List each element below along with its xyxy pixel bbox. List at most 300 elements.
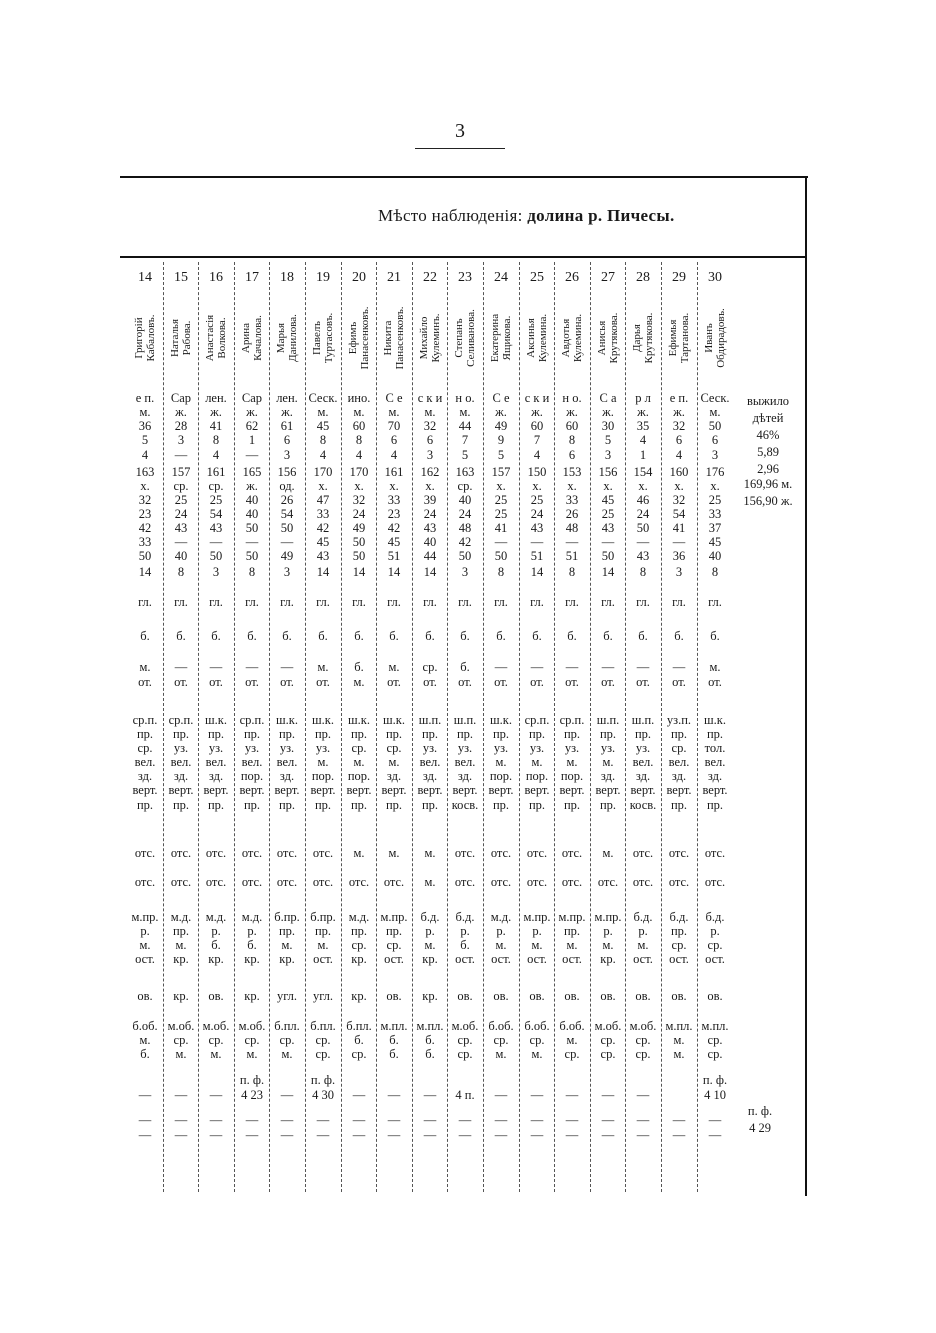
table-cell: 25 [209, 493, 223, 507]
column-person-name [270, 290, 304, 386]
table-cell: м. [673, 1033, 685, 1047]
table-cell: кр. [173, 952, 189, 966]
table-cell: 4 10 [704, 1088, 726, 1102]
table-cell: 4 [355, 448, 363, 462]
table-cell: отс. [134, 846, 156, 860]
table-cell: уз. [600, 741, 616, 755]
table-cell: б. [425, 1047, 435, 1061]
table-cell: вел. [134, 755, 156, 769]
table-cell: п. ф. [310, 1073, 336, 1087]
column-person-name [448, 290, 482, 386]
table-cell: Сеск. [308, 391, 338, 405]
table-cell: 43 [601, 521, 615, 535]
table-cell: — [494, 1088, 508, 1102]
table-cell: отс. [241, 875, 263, 889]
table-cell: верт. [381, 783, 407, 797]
table-cell: м.об. [594, 1019, 622, 1033]
table-cell: — [174, 448, 188, 462]
table-cell: пр. [421, 727, 439, 741]
table-cell: угл. [312, 989, 334, 1003]
table-cell: — [672, 1113, 686, 1127]
table-cell: отс. [490, 846, 512, 860]
table-cell: уз. [564, 741, 580, 755]
table-cell: кр. [351, 952, 367, 966]
table-cell: б.д. [705, 910, 725, 924]
table-cell: 33 [565, 493, 579, 507]
table-cell: от. [138, 675, 152, 689]
table-cell: б.об. [132, 1019, 158, 1033]
person-name-line: Михайло [418, 316, 430, 360]
table-cell: уз. [244, 741, 260, 755]
table-cell: уз. [422, 741, 438, 755]
table-cell: 32 [138, 493, 152, 507]
table-cell: ш.п. [596, 713, 620, 727]
table-cell: б. [496, 629, 506, 643]
table-cell: 4 п. [455, 1088, 475, 1102]
person-name-line: Крутякова. [643, 312, 655, 364]
table-cell: 51 [387, 549, 401, 563]
table-cell: м. [459, 405, 471, 419]
table-cell: м.об. [451, 1019, 479, 1033]
table-cell: пр. [243, 798, 261, 812]
table-cell: 42 [138, 521, 152, 535]
table-cell: ср. [279, 1033, 295, 1047]
table-cell: ж. [531, 405, 543, 419]
table-cell: 4 [533, 448, 541, 462]
table-cell: пр. [136, 798, 154, 812]
table-cell: — [672, 535, 686, 549]
table-cell: м. [566, 1033, 578, 1047]
table-cell: ост. [527, 952, 547, 966]
table-cell: от. [494, 675, 508, 689]
person-name-text [169, 290, 193, 386]
table-cell: 24 [530, 507, 544, 521]
table-cell: 32 [352, 493, 366, 507]
table-cell: 50 [138, 549, 152, 563]
table-cell: 6 [675, 433, 683, 447]
table-cell: отс. [170, 846, 192, 860]
table-cell: х. [140, 479, 150, 493]
table-cell: — [494, 1113, 508, 1127]
table-cell: пор. [240, 769, 264, 783]
table-cell: 28 [174, 419, 188, 433]
column-number: 19 [316, 270, 330, 285]
table-cell: отс. [597, 875, 619, 889]
table-cell: х. [567, 479, 577, 493]
table-cell: б. [282, 629, 292, 643]
table-cell: м. [388, 660, 400, 674]
table-cell: б. [318, 629, 328, 643]
table-cell: пр. [136, 727, 154, 741]
table-cell: б.пл. [310, 1019, 336, 1033]
table-cell: н о. [455, 391, 475, 405]
table-cell: 43 [530, 521, 544, 535]
table-cell: ш.к. [348, 713, 370, 727]
table-cell: м. [531, 755, 543, 769]
table-cell: — [280, 535, 294, 549]
person-name-line: Панасенковъ. [359, 306, 371, 370]
person-name-line: Туртасовъ. [323, 312, 335, 364]
table-cell: 14 [423, 565, 437, 579]
column-person-name [626, 290, 660, 386]
column-number: 20 [352, 270, 366, 285]
table-cell: 14 [138, 565, 152, 579]
table-cell: — [280, 1128, 294, 1142]
table-cell: 41 [209, 419, 223, 433]
table-cell: р. [710, 924, 720, 938]
table-cell: отс. [561, 846, 583, 860]
table-cell: ср. [351, 938, 367, 952]
table-cell: уз. [208, 741, 224, 755]
table-cell: верт. [203, 783, 229, 797]
table-cell: верт. [417, 783, 443, 797]
table-cell: 5 [141, 433, 149, 447]
column-person-name [484, 290, 518, 386]
table-cell: вел. [276, 755, 298, 769]
table-cell: р. [532, 924, 542, 938]
table-cell: отс. [276, 875, 298, 889]
table-cell: 6 [568, 448, 576, 462]
table-cell: 14 [530, 565, 544, 579]
table-cell: м. [139, 1033, 151, 1047]
table-cell: ов. [457, 989, 473, 1003]
table-cell: ср. [422, 660, 438, 674]
table-cell: отс. [526, 846, 548, 860]
person-name-text [240, 290, 264, 386]
table-cell: пр. [492, 727, 510, 741]
table-cell: м. [175, 1047, 187, 1061]
table-cell: ср.п. [168, 713, 194, 727]
person-name-text [204, 290, 228, 386]
table-cell: пр. [528, 727, 546, 741]
table-cell: м.пл. [416, 1019, 444, 1033]
table-cell: — [636, 1113, 650, 1127]
table-cell: м. [353, 405, 365, 419]
table-cell: гл. [280, 595, 294, 609]
table-cell: пр. [599, 798, 617, 812]
table-cell: — [316, 1113, 330, 1127]
table-cell: вел. [205, 755, 227, 769]
table-cell: ср. [564, 1047, 580, 1061]
table-cell: м. [566, 755, 578, 769]
table-cell: м.пл. [701, 1019, 729, 1033]
table-cell: 3 [283, 565, 291, 579]
table-cell: 4 [212, 448, 220, 462]
table-cell: м. [709, 660, 721, 674]
table-cell: ср. [457, 479, 473, 493]
table-cell: ср. [351, 1047, 367, 1061]
table-cell: 54 [672, 507, 686, 521]
person-name-line: Анастасія [204, 314, 216, 362]
table-cell: 50 [494, 549, 508, 563]
table-cell: кр. [422, 952, 438, 966]
table-cell: х. [318, 479, 328, 493]
column-number: 26 [565, 270, 579, 285]
person-name-line: Кулемина. [572, 313, 584, 363]
table-cell: пр. [207, 727, 225, 741]
table-cell: 1 [639, 448, 647, 462]
table-cell: б.об. [559, 1019, 585, 1033]
table-cell: гл. [316, 595, 330, 609]
table-cell: пр. [350, 798, 368, 812]
table-cell: — [636, 660, 650, 674]
table-cell: 60 [530, 419, 544, 433]
table-cell: 9 [497, 433, 505, 447]
table-cell: отс. [704, 875, 726, 889]
table-cell: кр. [173, 989, 189, 1003]
table-cell: б.пр. [310, 910, 336, 924]
table-cell: — [494, 660, 508, 674]
table-cell: верт. [310, 783, 336, 797]
table-cell: пр. [634, 727, 652, 741]
person-name-line: Иванъ [703, 323, 715, 353]
table-cell: ср.п. [524, 713, 550, 727]
table-cell: отс. [276, 846, 298, 860]
table-cell: пр. [314, 924, 332, 938]
table-cell: 6 [390, 433, 398, 447]
table-cell: пр. [243, 727, 261, 741]
table-cell: кр. [244, 952, 260, 966]
table-cell: м. [317, 938, 329, 952]
table-cell: б. [247, 629, 257, 643]
table-cell: 35 [636, 419, 650, 433]
table-cell: х. [496, 479, 506, 493]
column-person-name [555, 290, 589, 386]
table-cell: м. [210, 1047, 222, 1061]
table-cell: ср. [244, 1033, 260, 1047]
table-cell: р. [460, 924, 470, 938]
person-name-line: Анисья [596, 320, 608, 356]
table-cell: ж. [210, 405, 222, 419]
table-cell: пор. [347, 769, 371, 783]
column-number: 24 [494, 270, 508, 285]
table-cell: б. [425, 1033, 435, 1047]
table-cell: б. [460, 629, 470, 643]
table-cell: м. [388, 846, 400, 860]
table-cell: 45 [601, 493, 615, 507]
table-cell: 62 [245, 419, 259, 433]
table-cell: 8 [355, 433, 363, 447]
table-cell: пр. [278, 727, 296, 741]
table-cell: отс. [454, 846, 476, 860]
table-cell: С е [492, 391, 510, 405]
table-cell: м. [424, 875, 436, 889]
person-name-text [667, 290, 691, 386]
table-cell: 6 [426, 433, 434, 447]
table-cell: — [280, 1088, 294, 1102]
table-cell: верт. [524, 783, 550, 797]
table-cell: 33 [138, 535, 152, 549]
table-cell: Сар [241, 391, 263, 405]
table-cell: 157 [491, 465, 511, 479]
table-cell: — [636, 1128, 650, 1142]
table-cell: — [352, 1113, 366, 1127]
table-cell: пр. [563, 798, 581, 812]
table-cell: пр. [314, 798, 332, 812]
table-cell: ов. [600, 989, 616, 1003]
table-cell: пр. [706, 798, 724, 812]
summary-note: 169,96 м. [743, 477, 793, 491]
table-cell: 161 [206, 465, 226, 479]
table-cell: зд. [671, 769, 687, 783]
table-cell: — [423, 1113, 437, 1127]
column-number: 28 [636, 270, 650, 285]
table-cell: уз. [315, 741, 331, 755]
table-cell: от. [636, 675, 650, 689]
table-cell: 43 [174, 521, 188, 535]
table-cell: пр. [456, 727, 474, 741]
table-cell: 24 [174, 507, 188, 521]
table-cell: 23 [138, 507, 152, 521]
table-cell: 8 [639, 565, 647, 579]
column-person-name [128, 290, 162, 386]
table-cell: ср. [315, 1033, 331, 1047]
table-cell: м. [388, 755, 400, 769]
table-cell: вел. [632, 755, 654, 769]
table-cell: гл. [138, 595, 152, 609]
table-cell: лен. [205, 391, 227, 405]
person-name-line: Дарья [631, 324, 643, 352]
table-cell: 33 [316, 507, 330, 521]
table-cell: — [530, 660, 544, 674]
table-cell: 162 [420, 465, 440, 479]
column-person-name [377, 290, 411, 386]
person-name-line: Качалова. [252, 315, 264, 361]
table-cell: 25 [601, 507, 615, 521]
table-cell: ср. [315, 1047, 331, 1061]
table-cell: м.пл. [665, 1019, 693, 1033]
table-cell: отс. [526, 875, 548, 889]
person-name-text [311, 290, 335, 386]
table-cell: ср. [600, 1033, 616, 1047]
column-number: 14 [138, 270, 152, 285]
table-cell: 8 [568, 433, 576, 447]
table-cell: — [530, 1128, 544, 1142]
table-cell: пр. [563, 924, 581, 938]
table-cell: 54 [280, 507, 294, 521]
table-cell: б. [638, 629, 648, 643]
table-cell: 154 [633, 465, 653, 479]
table-cell: 4 30 [312, 1088, 334, 1102]
table-cell: ш.к. [205, 713, 227, 727]
table-cell: от. [245, 675, 259, 689]
table-cell: 8 [568, 565, 576, 579]
table-cell: 8 [711, 565, 719, 579]
table-cell: 3 [177, 433, 185, 447]
table-cell: б.д. [420, 910, 440, 924]
table-cell: 43 [209, 521, 223, 535]
table-cell: от. [209, 675, 223, 689]
table-cell: от. [565, 675, 579, 689]
table-cell: — [174, 535, 188, 549]
table-cell: — [601, 1088, 615, 1102]
table-cell: — [565, 660, 579, 674]
table-cell: 7 [533, 433, 541, 447]
table-cell: 14 [316, 565, 330, 579]
table-cell: гл. [530, 595, 544, 609]
table-cell: б.об. [524, 1019, 550, 1033]
table-cell: ср. [457, 1033, 473, 1047]
table-cell: е п. [135, 391, 155, 405]
table-cell: зд. [208, 769, 224, 783]
table-cell: ов. [137, 989, 153, 1003]
table-cell: ов. [564, 989, 580, 1003]
person-name-text [275, 290, 299, 386]
table-cell: м.пр. [131, 910, 159, 924]
table-cell: ост. [633, 952, 653, 966]
table-cell: 14 [387, 565, 401, 579]
table-cell: б. [710, 629, 720, 643]
table-cell: 43 [316, 549, 330, 563]
summary-note: дѣтей [752, 411, 784, 425]
table-cell: — [636, 535, 650, 549]
table-cell: — [423, 1088, 437, 1102]
person-name-text [560, 290, 584, 386]
table-cell: верт. [132, 783, 158, 797]
table-cell: ост. [384, 952, 404, 966]
table-cell: р. [496, 924, 506, 938]
table-cell: ср.п. [559, 713, 585, 727]
table-cell: С а [599, 391, 617, 405]
table-cell: отс. [704, 846, 726, 860]
person-name-text [418, 290, 442, 386]
table-cell: — [174, 660, 188, 674]
table-cell: 40 [174, 549, 188, 563]
table-cell: 50 [352, 535, 366, 549]
table-cell: кр. [279, 952, 295, 966]
table-cell: уз. [529, 741, 545, 755]
table-cell: — [565, 1128, 579, 1142]
table-cell: 70 [387, 419, 401, 433]
table-cell: 36 [138, 419, 152, 433]
table-cell: 4 23 [241, 1088, 263, 1102]
table-cell: кр. [422, 989, 438, 1003]
table-cell: — [387, 1113, 401, 1127]
table-cell: б. [354, 629, 364, 643]
table-cell: 24 [458, 507, 472, 521]
table-cell: — [174, 1128, 188, 1142]
page-number-rule [415, 148, 505, 149]
locality-heading [378, 206, 675, 226]
summary-note: 2,96 [757, 462, 779, 476]
table-cell: уз. [279, 741, 295, 755]
table-cell: вел. [241, 755, 263, 769]
table-cell: — [209, 535, 223, 549]
table-cell: от. [174, 675, 188, 689]
table-cell: 25 [494, 493, 508, 507]
table-cell: — [209, 1128, 223, 1142]
person-name-line: Данилова. [287, 314, 299, 362]
table-cell: 32 [672, 493, 686, 507]
locality-name: долина р. Пичесы. [527, 206, 675, 225]
table-cell: м. [281, 938, 293, 952]
table-cell: м. [531, 938, 543, 952]
person-name-line: Кабаловъ. [145, 314, 157, 362]
table-cell: 37 [708, 521, 722, 535]
table-cell: вел. [704, 755, 726, 769]
table-cell: С е [385, 391, 403, 405]
table-cell: — [209, 1113, 223, 1127]
table-cell: пр. [350, 727, 368, 741]
table-cell: пр. [385, 924, 403, 938]
table-cell: м. [353, 755, 365, 769]
table-cell: зд. [600, 769, 616, 783]
table-cell: р. [211, 924, 221, 938]
table-cell: отс. [668, 875, 690, 889]
table-cell: ж. [281, 405, 293, 419]
table-cell: ов. [529, 989, 545, 1003]
person-name-line: Наталья [169, 318, 181, 358]
